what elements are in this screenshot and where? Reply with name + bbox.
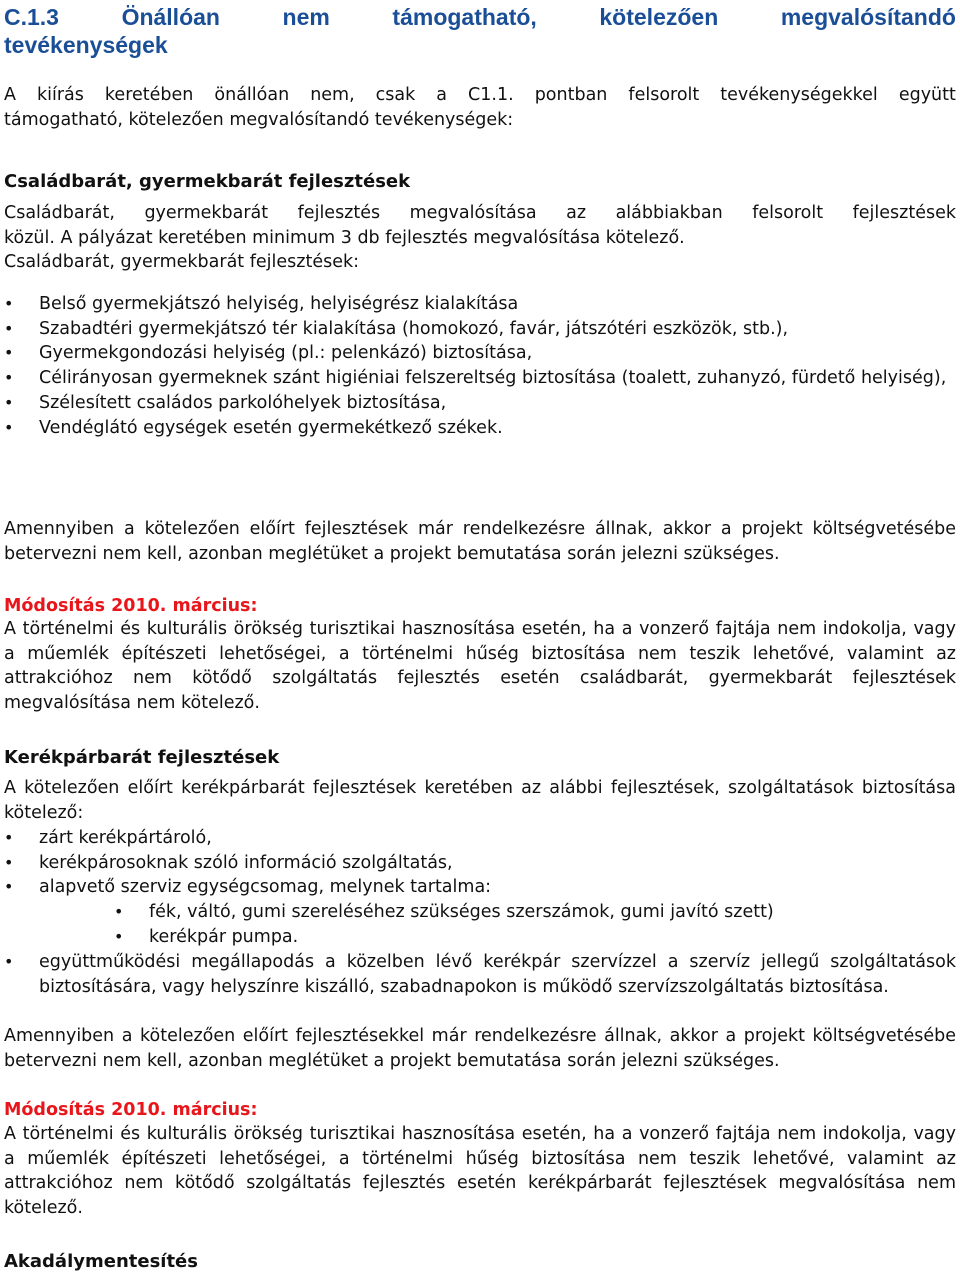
intro-word: A <box>4 85 16 105</box>
sublist-item: • fék, váltó, gumi szereléséhez szükséges szerszámok, gumi javító szett) <box>4 900 956 925</box>
heading-word: kötelezően <box>599 4 719 30</box>
section-heading <box>4 3 956 59</box>
heading-line-2: tevékenységek <box>4 32 168 58</box>
list-item: • Szabadtéri gyermekjátszó tér kialakítása (homokozó, favár, játszótéri eszközök, stb.), <box>4 317 956 342</box>
family-section-title: Családbarát, gyermekbarát fejlesztések <box>4 171 411 192</box>
heading-word: nem <box>282 4 330 30</box>
bike-modification-label: Módosítás 2010. március: <box>4 1100 258 1120</box>
heading-line-1 <box>4 3 956 31</box>
family-modification-text: A történelmi és kulturális örökség turisztikai hasznosítása esetén, ha a vonzerő fajtája nem indokolja, vagy a műemlék építészeti lehetőségei, a történelmi hűség biztosítása nem teszik lehetővé, valamint az attrakcióhoz nem kötődő szolgáltatás fejlesztés esetén családbarát, gyermekbarát fejlesztések megvalósítása nem kötelező. <box>4 619 956 714</box>
intro-line-2: támogatható, kötelezően megvalósítandó tevékenységek: <box>4 109 514 130</box>
list-item: • Célirányosan gyermeknek szánt higiéniai felszereltség biztosítása (toalett, zuhanyzó, fürdető helyiség), <box>4 366 956 391</box>
family-description <box>4 201 956 275</box>
sublist-item: • kerékpár pumpa. <box>4 925 956 950</box>
intro-word: C1.1. <box>468 85 514 105</box>
intro-word: csak <box>375 85 416 105</box>
bike-modification-text: A történelmi és kulturális örökség turisztikai hasznosítása esetén, ha a vonzerő fajtája nem indokolja, vagy a műemlék építészeti lehetőségei, a történelmi hűség biztosítása nem teszik lehetővé, valamint az attrakcióhoz nem kötődő szolgáltatás fejlesztés esetén kerékpárbarát fejlesztések megvalósítása nem kötelező. <box>4 1124 956 1219</box>
family-modification-label: Módosítás 2010. március: <box>4 596 258 616</box>
family-note: Amennyiben a kötelezően előírt fejlesztések már rendelkezésre állnak, akkor a projekt költségvetésébe betervezni nem kell, azonban meglétüket a projekt bemutatása során jelezni szükséges. <box>4 519 956 564</box>
list-item: • együttműködési megállapodás a közelben lévő kerékpár szervízzel a szervíz jellegű szolgáltatások biztosítására, vagy helyszínre kiszálló, szabadnapokon is működő szervízszolgáltatás biztosítása. <box>4 950 956 999</box>
intro-word: együtt <box>898 85 956 105</box>
intro-line-1 <box>4 83 956 108</box>
family-desc-line-2: közül. A pályázat keretében minimum 3 db fejlesztés megvalósítása kötelező. <box>4 227 685 248</box>
access-section-title: Akadálymentesítés <box>4 1251 198 1272</box>
heading-word: támogatható, <box>392 4 537 30</box>
bike-section-title: Kerékpárbarát fejlesztések <box>4 747 280 768</box>
family-list <box>4 292 956 440</box>
intro-word: pontban <box>534 85 608 105</box>
intro-word: önállóan <box>214 85 290 105</box>
list-item: • alapvető szerviz egységcsomag, melynek tartalma: <box>4 875 956 900</box>
list-item: • Vendéglátó egységek esetén gyermekétkező székek. <box>4 416 956 441</box>
list-item: • zárt kerékpártároló, <box>4 826 956 851</box>
list-item: • kerékpárosoknak szóló információ szolgáltatás, <box>4 851 956 876</box>
bike-list-last <box>4 950 956 999</box>
heading-word: Önállóan <box>121 4 220 30</box>
intro-paragraph <box>4 83 956 132</box>
bike-note: Amennyiben a kötelezően előírt fejlesztésekkel már rendelkezésre állnak, akkor a projekt költségvetésébe betervezni nem kell, azonban meglétüket a projekt bemutatása során jelezni szükséges. <box>4 1026 956 1071</box>
bike-list <box>4 826 956 900</box>
intro-word: tevékenységekkel <box>720 85 878 105</box>
intro-word: keretében <box>104 85 194 105</box>
family-desc-line-1: Családbarát, gyermekbarát fejlesztés megvalósítása az alábbiakban felsorolt fejlesztések <box>4 203 956 223</box>
intro-word: kiírás <box>37 85 84 105</box>
heading-word: C.1.3 <box>4 4 59 30</box>
intro-word: felsorolt <box>628 85 700 105</box>
bike-intro: A kötelezően előírt kerékpárbarát fejlesztések keretében az alábbi fejlesztések, szolgáltatások biztosítása kötelező: <box>4 778 956 823</box>
bike-sublist <box>4 900 956 949</box>
intro-word: a <box>436 85 448 105</box>
list-item: • Gyermekgondozási helyiség (pl.: pelenkázó) biztosítása, <box>4 341 956 366</box>
list-item: • Szélesített családos parkolóhelyek biztosítása, <box>4 391 956 416</box>
heading-word: megvalósítandó <box>780 4 956 30</box>
family-list-intro: Családbarát, gyermekbarát fejlesztések: <box>4 252 359 273</box>
intro-word: nem, <box>310 85 355 105</box>
list-item: • Belső gyermekjátszó helyiség, helyiségrész kialakítása <box>4 292 956 317</box>
